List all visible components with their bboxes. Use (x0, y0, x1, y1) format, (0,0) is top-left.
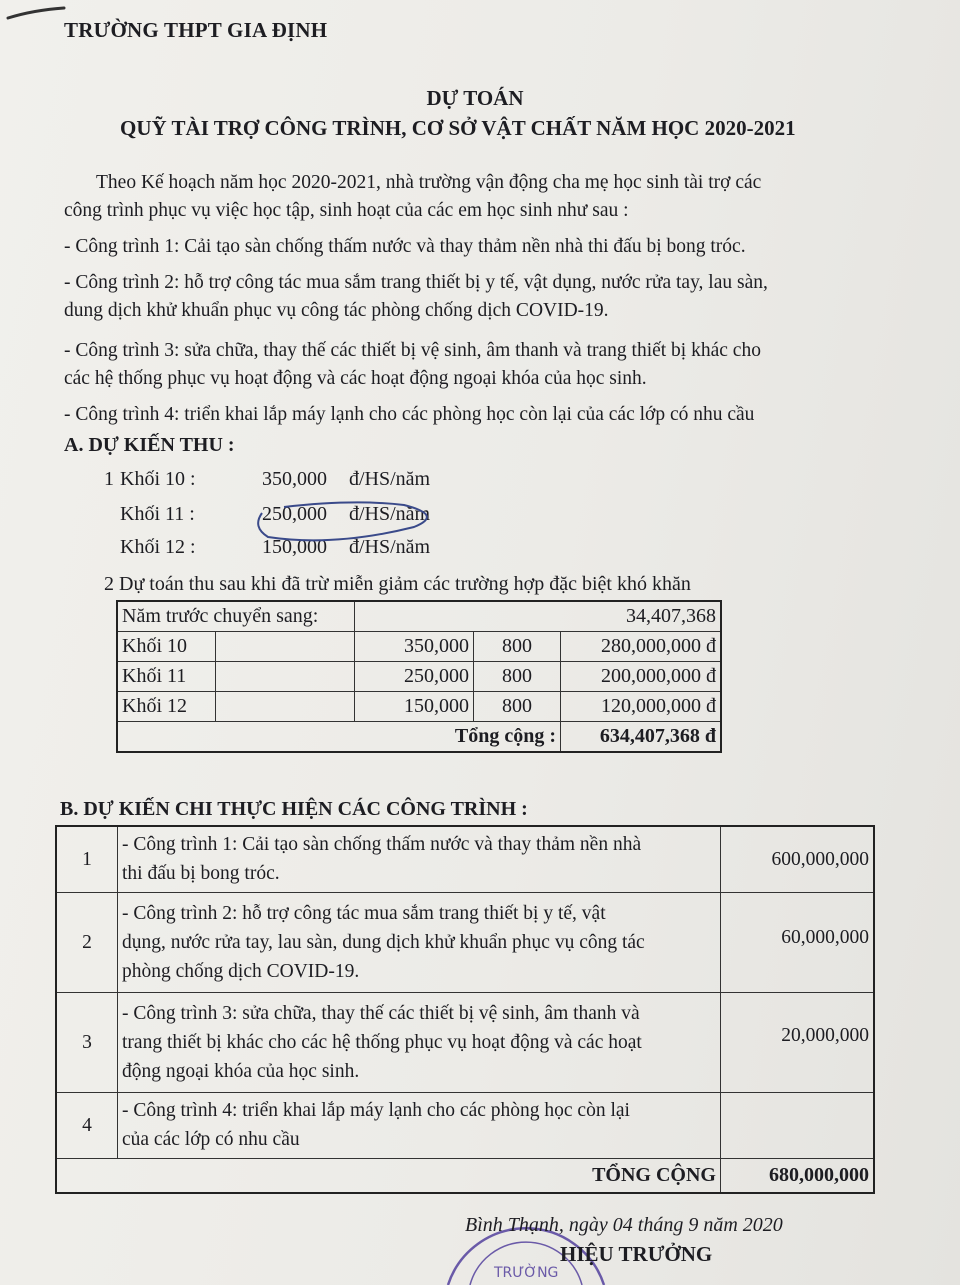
khoi-row-10 (0, 468, 960, 494)
description-line: thi đấu bị bong tróc. (122, 863, 280, 885)
khoi-unit: đ/HS/năm (349, 536, 431, 558)
intro-item-3b: các hệ thống phục vụ hoạt động và các hoạt động ngoại khóa của học sinh. (64, 368, 647, 389)
table-row (117, 662, 721, 692)
sum-value: 634,407,368 đ (561, 722, 722, 753)
revenue-table (116, 600, 722, 753)
students-cell: 800 (474, 662, 561, 692)
project-amount: 20,000,000 (721, 992, 875, 1092)
project-description (118, 892, 721, 992)
khoi-unit: đ/HS/năm (349, 468, 431, 490)
empty-cell (215, 662, 354, 692)
expense-table (55, 825, 875, 1194)
section-a-item-2: 2 Dự toán thu sau khi đã trừ miễn giảm các trường hợp đặc biệt khó khăn (104, 573, 691, 595)
students-cell: 800 (474, 692, 561, 722)
grade-cell: Khối 11 (117, 662, 215, 692)
project-amount: 60,000,000 (721, 892, 875, 992)
project-amount: 600,000,000 (721, 826, 875, 892)
carry-value: 34,407,368 (355, 601, 722, 632)
project-description (118, 992, 721, 1092)
description-line: - Công trình 2: hỗ trợ công tác mua sắm trang thiết bị y tế, vật (122, 902, 606, 924)
sum-label: Tổng cộng : (117, 722, 561, 753)
section-a-heading: A. DỰ KIẾN THU : (64, 434, 235, 456)
document-subtitle: QUỸ TÀI TRỢ CÔNG TRÌNH, CƠ SỞ VẬT CHẤT NĂM HỌC 2020-2021 (120, 116, 796, 140)
signature-date: Bình Thạnh, ngày 04 tháng 9 năm 2020 (465, 1214, 783, 1236)
project-description (118, 1092, 721, 1158)
description-line: động ngoại khóa của học sinh. (122, 1060, 360, 1082)
row-number: 1 (56, 826, 118, 892)
pen-circle-mark (244, 497, 459, 557)
item-number-1: 1 (104, 468, 114, 490)
students-cell: 800 (474, 632, 561, 662)
table-row (117, 601, 721, 632)
table-row (117, 692, 721, 722)
khoi-amount: 150,000 (262, 536, 327, 558)
fee-cell: 150,000 (355, 692, 474, 722)
table-row (56, 826, 874, 892)
school-name: TRƯỜNG THPT GIA ĐỊNH (64, 18, 328, 42)
khoi-amount: 350,000 (262, 468, 327, 490)
description-line: - Công trình 4: triển khai lắp máy lạnh cho các phòng học còn lại (122, 1100, 630, 1121)
khoi-label: Khối 12 : (120, 536, 196, 558)
intro-item-3a: - Công trình 3: sửa chữa, thay thế các thiết bị vệ sinh, âm thanh và trang thiết bị khác cho (64, 340, 761, 361)
project-amount (721, 1092, 875, 1158)
khoi-label: Khối 10 : (120, 468, 196, 490)
description-line: - Công trình 1: Cải tạo sàn chống thấm nước và thay thảm nền nhà (122, 834, 642, 856)
document-title: DỰ TOÁN (426, 86, 524, 110)
stamp-text: TRƯỜNG (494, 1265, 559, 1281)
signature-title: HIỆU TRƯỞNG (560, 1242, 713, 1266)
grade-cell: Khối 12 (117, 692, 215, 722)
carry-label: Năm trước chuyển sang: (117, 601, 355, 632)
table-row (56, 892, 874, 992)
description-line: dụng, nước rửa tay, lau sàn, dung dịch khử khuẩn phục vụ công tác (122, 931, 645, 953)
total-cell: 200,000,000 đ (561, 662, 722, 692)
table-row (117, 722, 721, 753)
intro-line-2: công trình phục vụ việc học tập, sinh hoạt của các em học sinh như sau : (64, 200, 629, 221)
empty-cell (215, 632, 354, 662)
table-row (117, 632, 721, 662)
description-line: phòng chống dịch COVID-19. (122, 960, 360, 982)
table-row (56, 1092, 874, 1158)
project-description (118, 826, 721, 892)
total-cell: 120,000,000 đ (561, 692, 722, 722)
fee-cell: 350,000 (355, 632, 474, 662)
intro-item-2a: - Công trình 2: hỗ trợ công tác mua sắm trang thiết bị y tế, vật dụng, nước rửa tay, lau sàn, (64, 272, 768, 293)
description-line: trang thiết bị khác cho các hệ thống phục vụ hoạt động và các hoạt (122, 1031, 642, 1053)
description-line: của các lớp có nhu cầu (122, 1129, 300, 1150)
grade-cell: Khối 10 (117, 632, 215, 662)
empty-cell (215, 692, 354, 722)
row-number: 2 (56, 892, 118, 992)
khoi-amount: 250,000 (262, 503, 327, 525)
table-row (56, 1158, 874, 1193)
intro-item-1: - Công trình 1: Cải tạo sàn chống thấm nước và thay thảm nền nhà thi đấu bị bong tróc. (64, 236, 746, 257)
description-line: - Công trình 3: sửa chữa, thay thế các thiết bị vệ sinh, âm thanh và (122, 1002, 640, 1024)
intro-item-4: - Công trình 4: triển khai lắp máy lạnh cho các phòng học còn lại của các lớp có nhu cầu (64, 404, 755, 425)
fee-cell: 250,000 (355, 662, 474, 692)
intro-item-2b: dung dịch khử khuẩn phục vụ công tác phòng chống dịch COVID-19. (64, 300, 609, 321)
khoi-row-11 (0, 503, 960, 529)
table-row (56, 992, 874, 1092)
khoi-row-12 (0, 536, 960, 562)
grand-total-value: 680,000,000 (721, 1158, 875, 1193)
grand-total-label: TỔNG CỘNG (56, 1158, 721, 1193)
intro-line-1: Theo Kế hoạch năm học 2020-2021, nhà trường vận động cha mẹ học sinh tài trợ các (96, 172, 762, 193)
row-number: 3 (56, 992, 118, 1092)
total-cell: 280,000,000 đ (561, 632, 722, 662)
khoi-unit: đ/HS/năm (349, 503, 431, 525)
khoi-label: Khối 11 : (120, 503, 195, 525)
section-b-heading: B. DỰ KIẾN CHI THỰC HIỆN CÁC CÔNG TRÌNH : (60, 798, 528, 820)
row-number: 4 (56, 1092, 118, 1158)
